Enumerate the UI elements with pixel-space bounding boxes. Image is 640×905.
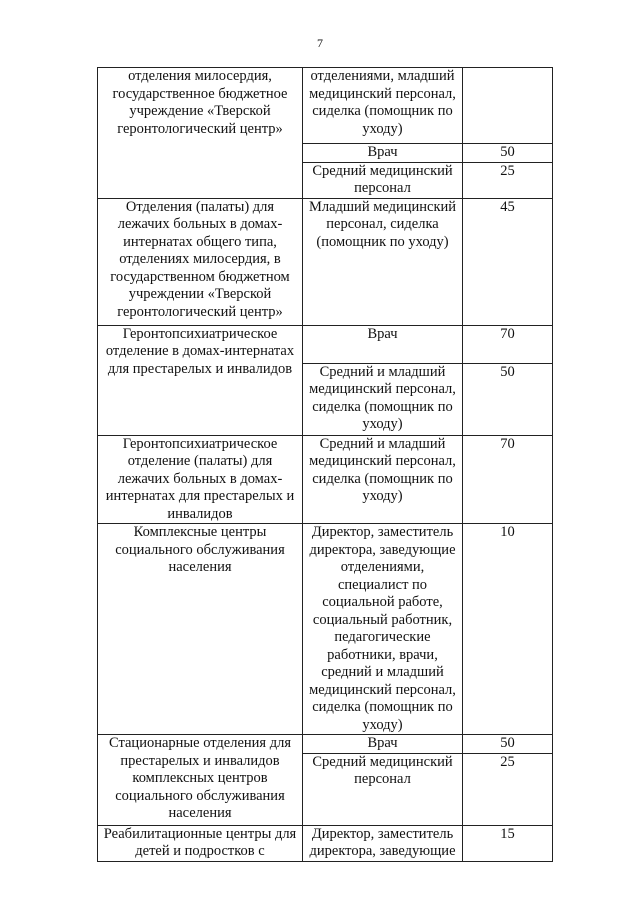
table-row	[98, 198, 553, 325]
table-row	[98, 825, 553, 861]
staff-cell: Врач	[303, 735, 463, 754]
staff-cell: отделениями, младший медицинский персонал, сиделка (помощник по уходу)	[303, 68, 463, 144]
value-cell: 70	[463, 325, 553, 363]
institution-cell: Геронтопсихиатрическое отделение (палаты) для лежачих больных в домах-интернатах для престарелых и инвалидов	[98, 435, 303, 524]
institution-cell: Геронтопсихиатрическое отделение в домах-интернатах для престарелых и инвалидов	[98, 325, 303, 435]
value-cell: 25	[463, 753, 553, 825]
value-cell: 50	[463, 735, 553, 754]
institution-cell: отделения милосердия, государственное бюджетное учреждение «Тверской геронтологический центр»	[98, 68, 303, 199]
value-cell: 70	[463, 435, 553, 524]
value-cell: 45	[463, 198, 553, 325]
value-cell: 25	[463, 162, 553, 198]
staff-cell: Директор, заместитель директора, заведующие отделениями, специалист по социальной работе, социальный работник, педагогические работники, врачи, средний и младший медицинский персонал, сиделка (помощник по уходу)	[303, 524, 463, 735]
staff-cell: Средний и младший медицинский персонал, сиделка (помощник по уходу)	[303, 435, 463, 524]
staff-cell: Врач	[303, 325, 463, 363]
institution-cell: Комплексные центры социального обслуживания населения	[98, 524, 303, 735]
table-row	[98, 325, 553, 363]
institution-cell: Реабилитационные центры для детей и подростков с	[98, 825, 303, 861]
value-cell: 50	[463, 144, 553, 163]
value-cell: 15	[463, 825, 553, 861]
table-row	[98, 68, 553, 144]
table-row	[98, 735, 553, 754]
positions-table	[97, 67, 553, 862]
staff-cell: Средний медицинский персонал	[303, 753, 463, 825]
value-cell: 10	[463, 524, 553, 735]
staff-cell: Средний и младший медицинский персонал, сиделка (помощник по уходу)	[303, 363, 463, 435]
table-row	[98, 524, 553, 735]
value-cell	[463, 68, 553, 144]
staff-cell: Младший медицинский персонал, сиделка (помощник по уходу)	[303, 198, 463, 325]
page-number: 7	[317, 36, 323, 50]
institution-cell: Отделения (палаты) для лежачих больных в домах-интернатах общего типа, отделениях милосердия, в государственном бюджетном учреждении «Тверской геронтологический центр»	[98, 198, 303, 325]
value-cell: 50	[463, 363, 553, 435]
staff-cell: Врач	[303, 144, 463, 163]
staff-cell: Средний медицинский персонал	[303, 162, 463, 198]
institution-cell: Стационарные отделения для престарелых и инвалидов комплексных центров социального обслуживания населения	[98, 735, 303, 826]
table-row	[98, 435, 553, 524]
staff-cell: Директор, заместитель директора, заведующие	[303, 825, 463, 861]
